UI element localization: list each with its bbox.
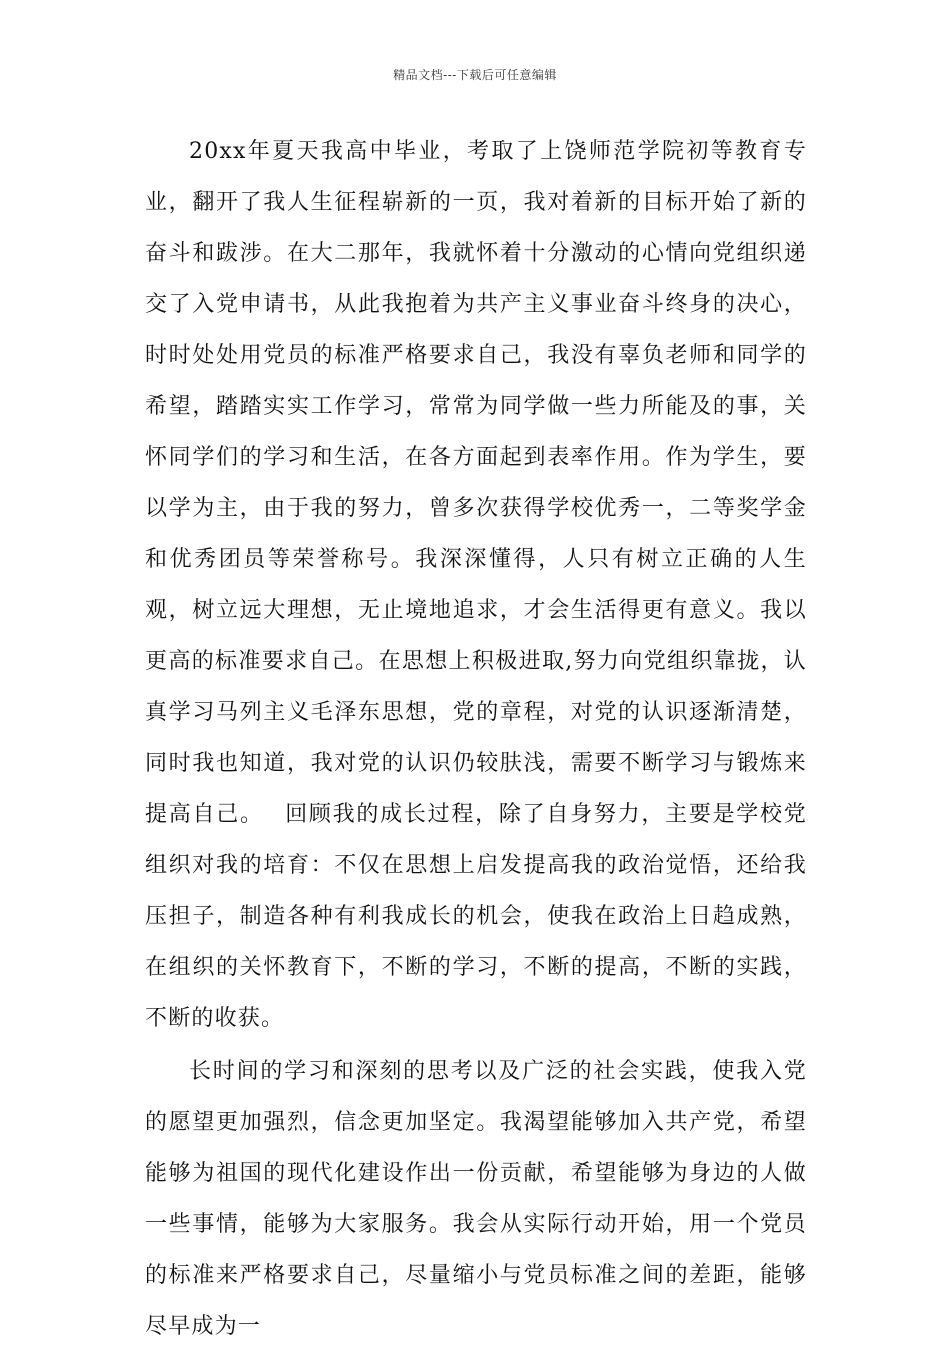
paragraph: 20xx年夏天我高中毕业，考取了上饶师范学院初等教育专业，翻开了我人生征程崭新的一页，我对着新的目标开始了新的奋斗和跋涉。在大二那年，我就怀着十分激动的心情向党组织递交了入党申请书，从此我抱着为共产主义事业奋斗终身的决心，时时处处用党员的标准严格要求自己，我没有辜负老师和同学的希望，踏踏实实工作学习，常常为同学做一些力所能及的事，关怀同学们的学习和生活，在各方面起到表率作用。作为学生，要以学为主，由于我的努力，曾多次获得学校优秀一，二等奖学金和优秀团员等荣誉称号。我深深懂得，人只有树立正确的人生观，树立远大理想，无止境地追求，才会生活得更有意义。我以更高的标准要求自己。在思想上积极进取,努力向党组织靠拢，认真学习马列主义毛泽东思想，党的章程，对党的认识逐渐清楚，同时我也知道，我对党的认识仍较肤浅，需要不断学习与锻炼来提高自己。 回顾我的成长过程，除了自身努力，主要是学校党组织对我的培育：不仅在思想上启发提高我的政治觉悟，还给我压担子，制造各种有利我成长的机会，使我在政治上日趋成熟，在组织的关怀教育下，不断的学习，不断的提高，不断的实践，不断的收获。 [145, 139, 807, 1031]
page-header: 精品文档---下载后可任意编辑 [393, 68, 557, 82]
document-body [145, 126, 807, 1352]
paragraph: 长时间的学习和深刻的思考以及广泛的社会实践，使我入党的愿望更加强烈，信念更加坚定。我渴望能够加入共产党，希望能够为祖国的现代化建设作出一份贡献，希望能够为身边的人做一些事情，能够为大家服务。我会从实际行动开始，用一个党员的标准来严格要求自己，尽量缩小与党员标准之间的差距，能够尽早成为一 [145, 1059, 807, 1339]
